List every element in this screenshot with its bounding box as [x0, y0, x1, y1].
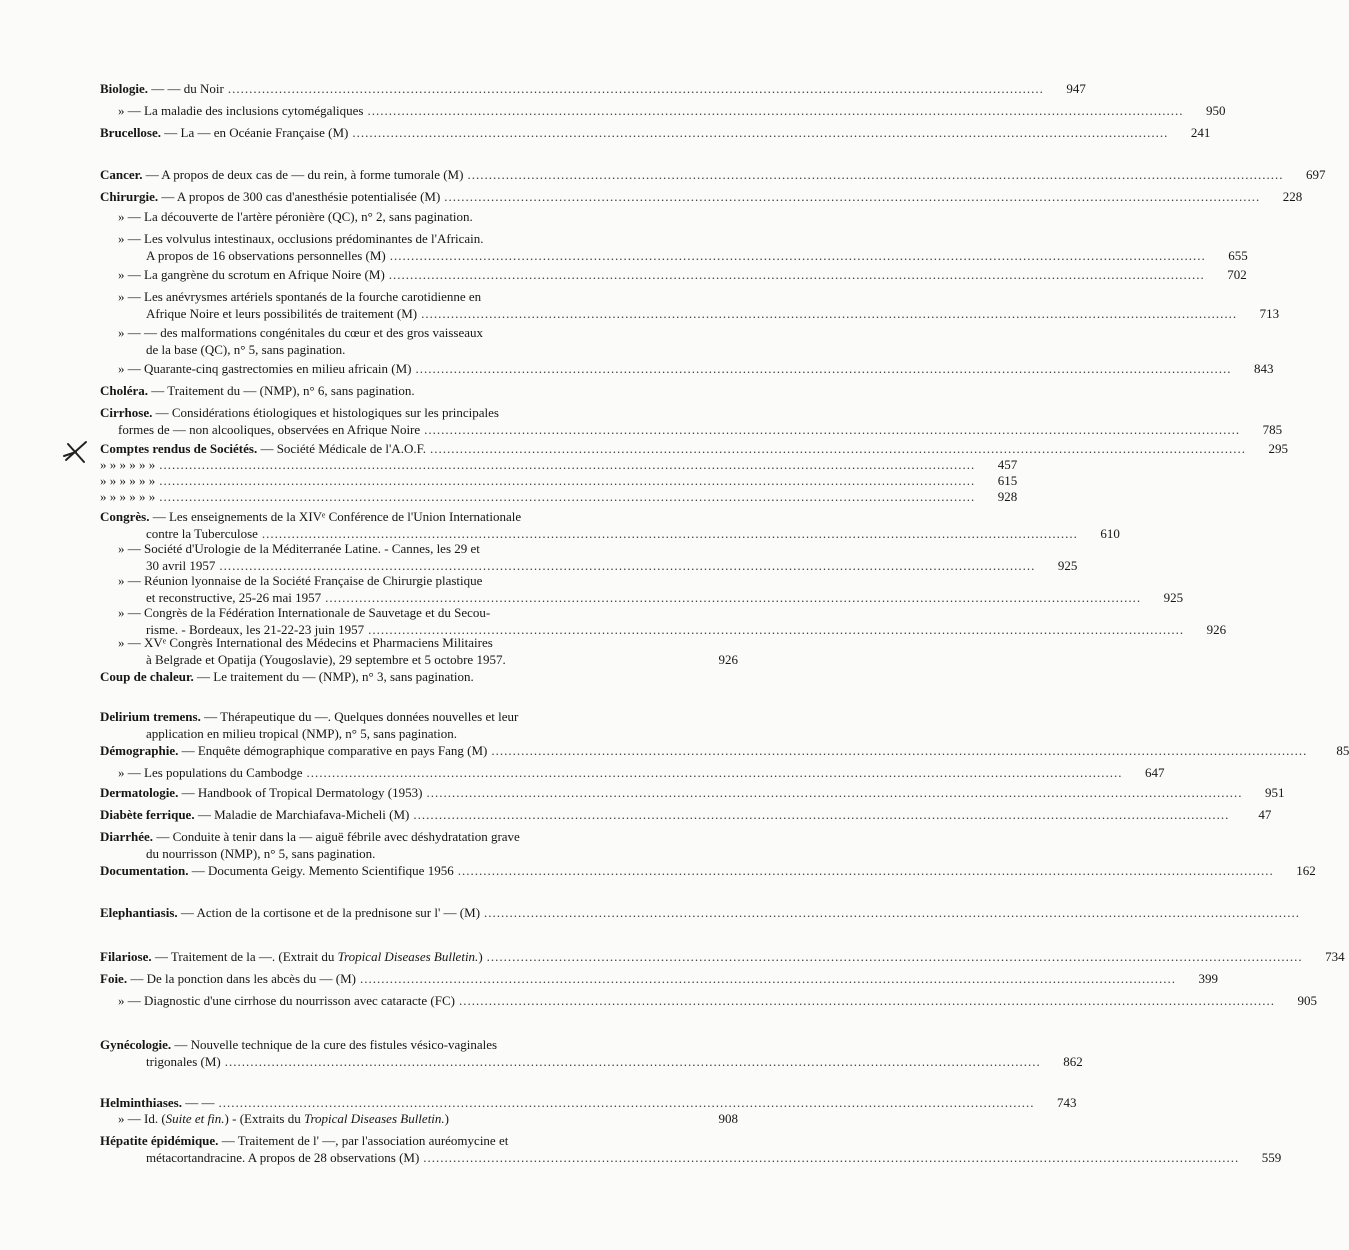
index-entry [100, 440, 1289, 457]
entry-description: ) - (Extraits du [224, 1111, 304, 1126]
entry-text [100, 904, 480, 921]
entry-description: — Traitement de l' —, par l'association auréomycine et [218, 1133, 509, 1148]
entry-description: » — Congrès de la Fédération Internationale de Sauvetage et du Secou- [118, 605, 491, 620]
entry-heading: Biologie. [100, 81, 149, 96]
entry-description: — A propos de 300 cas d'anesthésie potentialisée (M) [158, 189, 441, 204]
entry-text [100, 784, 422, 801]
dot-leader [459, 992, 1275, 1009]
entry-description: — Les enseignements de la XIVᵉ Conférence de l'Union Internationale [149, 509, 522, 524]
dot-leader [413, 806, 1229, 823]
entry-heading: Dermatologie. [100, 785, 179, 800]
entry-description: ) [444, 1111, 450, 1126]
entry-description: — Nouvelle technique de la cure des fistules vésico-vaginales [171, 1037, 498, 1052]
entry-description: » — Réunion lyonnaise de la Société Française de Chirurgie plastique [118, 573, 483, 588]
entry-text [100, 440, 426, 457]
dot-leader [218, 1094, 1034, 1111]
entry-text [100, 188, 440, 205]
page-number: 908 [718, 1111, 738, 1126]
entry-text [100, 948, 483, 965]
dot-leader [159, 488, 975, 505]
page-number: 457 [997, 457, 1018, 472]
entry-line [100, 305, 1280, 322]
entry-text [100, 1036, 497, 1053]
index-entry [100, 992, 1317, 1009]
index-entry [100, 266, 1247, 283]
dot-leader [423, 1149, 1239, 1166]
entry-text [146, 1149, 419, 1166]
index-entry [100, 360, 1274, 377]
page-number: 702 [1227, 267, 1247, 282]
entry-text [118, 1110, 449, 1127]
entry-text [100, 862, 454, 879]
index-entry [100, 230, 1248, 264]
entry-description: application en milieu tropical (NMP), n° 5, sans pagination. [146, 726, 457, 741]
entry-line [100, 188, 1303, 205]
entry-line [100, 488, 1018, 505]
dot-leader [444, 188, 1260, 205]
entry-description: » — Quarante-cinq gastrectomies en milieu africain (M) [118, 361, 412, 376]
page-number: 295 [1268, 441, 1289, 456]
entry-line [100, 742, 1349, 759]
entry-line [100, 324, 730, 341]
entry-line [100, 862, 1316, 879]
entry-line [100, 970, 1218, 987]
entry-description: — Traitement du — (NMP), n° 6, sans pagination. [148, 383, 415, 398]
entry-line [100, 230, 730, 247]
page-number: 743 [1056, 1095, 1077, 1110]
entry-line [100, 708, 730, 725]
page-number: 615 [997, 473, 1018, 488]
index-entry [100, 1094, 1077, 1111]
entry-text [118, 102, 364, 119]
index-entry [100, 540, 1078, 574]
entry-text [146, 247, 386, 264]
entry-line [100, 651, 738, 668]
entry-description: ) [478, 949, 483, 964]
entry-line [100, 124, 1211, 141]
index-entry [100, 784, 1285, 801]
page-number: 925 [1163, 590, 1184, 605]
entry-description: — Conduite à tenir dans la — aiguë fébrile avec déshydratation grave [153, 829, 520, 844]
entry-text [118, 360, 411, 377]
entry-heading: Cancer. [100, 167, 143, 182]
entry-description: — Société Médicale de l'A.O.F. [257, 441, 427, 456]
index-entry [100, 948, 1345, 965]
dot-leader [360, 970, 1176, 987]
page-number: 399 [1198, 971, 1218, 986]
entry-line [100, 404, 730, 421]
entry-line [100, 806, 1272, 823]
entry-description: formes de — non alcooliques, observées en Afrique Noire [118, 422, 421, 437]
entry-text [100, 508, 521, 525]
entry-description: métacortandracine. A propos de 28 observations (M) [146, 1150, 420, 1165]
entry-description: contre la Tuberculose [146, 526, 258, 541]
index-entry [100, 904, 730, 921]
entry-heading: Congrès. [100, 509, 150, 524]
entry-description: — Maladie de Marchiafava-Micheli (M) [194, 807, 410, 822]
entry-line [100, 1036, 730, 1053]
entry-line [100, 1149, 1282, 1166]
entry-text [118, 230, 484, 247]
entry-heading: Delirium tremens. [100, 709, 201, 724]
entry-description: » — XVᵉ Congrès International des Médecins et Pharmaciens Militaires [118, 635, 493, 650]
entry-line [100, 904, 730, 921]
entry-description: » — Les populations du Cambodge [118, 765, 303, 780]
index-entry [100, 166, 1326, 183]
dot-leader [426, 784, 1242, 801]
index-entry [100, 324, 730, 358]
page-number: 928 [997, 489, 1018, 504]
entry-line [100, 456, 1018, 473]
entry-line [100, 166, 1326, 183]
entry-line [100, 540, 730, 557]
entry-description: à Belgrade et Opatija (Yougoslavie), 29 septembre et 5 octobre 1957. [146, 652, 506, 667]
page-number: 905 [1297, 993, 1317, 1008]
index-entry [100, 970, 1218, 987]
entry-description: — Documenta Geigy. Memento Scientifique 1956 [188, 863, 454, 878]
page-number: 947 [1066, 81, 1086, 96]
page-number: 241 [1190, 125, 1211, 140]
entry-description: » — Les anévrysmes artériels spontanés de la fourche carotidienne en [118, 289, 482, 304]
entry-line [100, 102, 1226, 119]
index-entry [100, 488, 1018, 505]
entry-heading: Chirurgie. [100, 189, 159, 204]
entry-description: risme. - Bordeaux, les 21-22-23 juin 1957 [146, 622, 365, 637]
index-entry [100, 472, 1018, 489]
index-entry [100, 456, 1018, 473]
index-entry [100, 208, 730, 225]
index-entry [100, 188, 1303, 205]
page-number: 610 [1100, 526, 1120, 541]
dot-leader [415, 360, 1231, 377]
entry-description: — Action de la cortisone et de la prednisone sur l' — (M) [177, 905, 481, 920]
page-number: 926 [1206, 622, 1227, 637]
dot-leader [307, 764, 1123, 781]
entry-text [100, 708, 518, 725]
entry-description: — Le traitement du — (NMP), n° 3, sans pagination. [193, 669, 474, 684]
index-entry [100, 1132, 1282, 1166]
entry-line [100, 604, 730, 621]
entry-text [100, 124, 348, 141]
entry-line [100, 784, 1285, 801]
entry-line [100, 288, 730, 305]
entry-text [100, 80, 224, 97]
dot-leader [430, 440, 1246, 457]
entry-description: et reconstructive, 25-26 mai 1957 [146, 590, 322, 605]
entry-italic: Tropical Diseases Bulletin. [337, 949, 479, 964]
dot-leader [352, 124, 1168, 141]
entry-description: » — La gangrène du scrotum en Afrique Noire (M) [118, 267, 385, 282]
index-entry [100, 404, 1283, 438]
entry-italic: Tropical Diseases Bulletin. [303, 1111, 445, 1126]
dot-leader [389, 266, 1205, 283]
entry-description: — — du Noir [148, 81, 224, 96]
entry-description: de la base (QC), n° 5, sans pagination. [146, 342, 346, 357]
index-entry [100, 828, 730, 862]
entry-heading: Coup de chaleur. [100, 669, 194, 684]
entry-line [100, 634, 730, 651]
entry-text [146, 305, 417, 322]
entry-text [100, 1094, 214, 1111]
entry-text [146, 725, 457, 742]
index-entry [100, 668, 730, 685]
page-number: 647 [1145, 765, 1165, 780]
page-number: 47 [1258, 807, 1272, 822]
entry-line [100, 1132, 730, 1149]
entry-heading: Cirrhose. [100, 405, 153, 420]
entry-description: Afrique Noire et leurs possibilités de traitement (M) [146, 306, 418, 321]
entry-line [100, 764, 1165, 781]
entry-text [118, 266, 385, 283]
entry-text [118, 540, 480, 557]
page-number: 734 [1325, 949, 1345, 964]
entry-text [100, 806, 409, 823]
entry-description: A propos de 16 observations personnelles (M) [146, 248, 386, 263]
entry-text [100, 404, 499, 421]
entry-text [100, 456, 155, 473]
entry-line [100, 1053, 1083, 1070]
entry-description: — Enquête démographique comparative en pays Fang (M) [178, 743, 488, 758]
entry-heading: Helminthiases. [100, 1095, 182, 1110]
index-entry [100, 806, 1272, 823]
index-entry [100, 288, 1280, 322]
entry-description: » — Id. ( [118, 1111, 166, 1126]
entry-line [100, 360, 1274, 377]
entry-description: » » » » » » [100, 489, 156, 504]
entry-description: — Traitement de la —. (Extrait du [151, 949, 338, 964]
entry-line [100, 341, 730, 358]
page-number: 697 [1305, 167, 1326, 182]
entry-line [100, 828, 730, 845]
entry-text [118, 208, 473, 225]
entry-text [100, 742, 487, 759]
entry-text [118, 992, 455, 1009]
page-number: 162 [1296, 863, 1316, 878]
entry-text [118, 634, 493, 651]
entry-text [118, 604, 490, 621]
page-number: 713 [1259, 306, 1280, 321]
entry-line [100, 80, 1086, 97]
entry-heading: Démographie. [100, 743, 179, 758]
page-number: 85 [1336, 743, 1349, 758]
entry-line [100, 948, 1345, 965]
entry-text [100, 488, 155, 505]
dot-leader [390, 247, 1206, 264]
entry-description: » — Diagnostic d'une cirrhose du nourrisson avec cataracte (FC) [118, 993, 455, 1008]
page-number: 862 [1063, 1054, 1083, 1069]
entry-description: — Handbook of Tropical Dermatology (1953) [178, 785, 423, 800]
entry-description: » — Les volvulus intestinaux, occlusions prédominantes de l'Africain. [118, 231, 484, 246]
index-entry [100, 708, 730, 742]
entry-heading: Comptes rendus de Sociétés. [100, 441, 258, 456]
index-entry [100, 742, 1349, 759]
entry-description: » » » » » » [100, 473, 156, 488]
index-entry [100, 862, 1316, 879]
page-number: 228 [1282, 189, 1303, 204]
dot-leader [225, 1053, 1041, 1070]
entry-text [100, 472, 155, 489]
entry-line [100, 1110, 738, 1127]
entry-heading: Hépatite épidémique. [100, 1133, 219, 1148]
dot-leader [491, 742, 1307, 759]
entry-description: du nourrisson (NMP), n° 5, sans pagination. [146, 846, 376, 861]
index-entry [100, 572, 1184, 606]
page-number: 785 [1262, 422, 1283, 437]
dot-leader [484, 904, 1300, 921]
index-entry [100, 604, 1227, 638]
entry-description: » — — des malformations congénitales du cœur et des gros vaisseaux [118, 325, 483, 340]
entry-text [100, 382, 415, 399]
page-number: 926 [718, 652, 738, 667]
entry-line [100, 421, 1283, 438]
entry-text [146, 845, 375, 862]
entry-line [100, 382, 730, 399]
entry-heading: Elephantiasis. [100, 905, 178, 920]
entry-text [146, 1053, 221, 1070]
entry-heading: Filariose. [100, 949, 152, 964]
dot-leader [467, 166, 1283, 183]
entry-description: 30 avril 1957 [146, 558, 216, 573]
dot-leader [228, 80, 1044, 97]
entry-description: » — Société d'Urologie de la Méditerranée Latine. - Cannes, les 29 et [118, 541, 480, 556]
dot-leader [159, 472, 975, 489]
entry-heading: Documentation. [100, 863, 189, 878]
entry-description: — Thérapeutique du —. Quelques données nouvelles et leur [200, 709, 519, 724]
entry-line [100, 845, 730, 862]
entry-line [100, 992, 1317, 1009]
entry-italic: Suite et fin. [165, 1111, 225, 1126]
page-number: 951 [1264, 785, 1285, 800]
entry-text [146, 651, 506, 668]
index-entry [100, 634, 738, 668]
entry-description: — A propos de deux cas de — du rein, à forme tumorale (M) [142, 167, 464, 182]
entry-text [118, 572, 482, 589]
entry-line [100, 668, 730, 685]
dot-leader [487, 948, 1303, 965]
entry-text [118, 288, 481, 305]
entry-heading: Foie. [100, 971, 128, 986]
page-number: 925 [1057, 558, 1078, 573]
entry-text [100, 970, 356, 987]
entry-heading: Diabète ferrique. [100, 807, 195, 822]
index-entry [100, 1036, 1083, 1070]
entry-description: — — [181, 1095, 215, 1110]
entry-line [100, 247, 1248, 264]
handwritten-cross-mark [62, 436, 90, 464]
entry-heading: Gynécologie. [100, 1037, 172, 1052]
entry-line [100, 266, 1247, 283]
entry-text [146, 341, 345, 358]
dot-leader [424, 421, 1240, 438]
entry-description: » — La découverte de l'artère péronière (QC), n° 2, sans pagination. [118, 209, 473, 224]
entry-text [118, 764, 303, 781]
dot-leader [368, 102, 1184, 119]
page-number: 655 [1228, 248, 1248, 263]
entry-line [100, 1094, 1077, 1111]
dot-leader [458, 862, 1274, 879]
page-number: 559 [1261, 1150, 1282, 1165]
entry-line [100, 440, 1289, 457]
entry-description: — La — en Océanie Française (M) [161, 125, 349, 140]
entry-line [100, 208, 730, 225]
entry-description: » » » » » » [100, 457, 156, 472]
index-entry [100, 124, 1211, 141]
entry-text [100, 668, 474, 685]
entry-line [100, 508, 730, 525]
entry-description: — Considérations étiologiques et histologiques sur les principales [152, 405, 499, 420]
entry-description: » — La maladie des inclusions cytomégaliques [118, 103, 364, 118]
entry-text [118, 421, 420, 438]
index-entry [100, 80, 1086, 97]
entry-description: — De la ponction dans les abcès du — (M) [127, 971, 356, 986]
index-entry [100, 102, 1226, 119]
page-number: 950 [1206, 103, 1226, 118]
dot-leader [421, 305, 1237, 322]
entry-text [100, 166, 463, 183]
entry-heading: Diarrhée. [100, 829, 154, 844]
entry-text [100, 828, 520, 845]
index-entry [100, 382, 730, 399]
entry-text [118, 324, 483, 341]
page-number: 843 [1253, 361, 1274, 376]
entry-description: trigonales (M) [146, 1054, 221, 1069]
index-entry [100, 764, 1165, 781]
entry-text [100, 1132, 508, 1149]
dot-leader [159, 456, 975, 473]
entry-line [100, 472, 1018, 489]
index-entry [100, 508, 1120, 542]
entry-line [100, 725, 730, 742]
index-entry [100, 1110, 738, 1127]
entry-heading: Choléra. [100, 383, 149, 398]
entry-line [100, 572, 730, 589]
entry-heading: Brucellose. [100, 125, 162, 140]
